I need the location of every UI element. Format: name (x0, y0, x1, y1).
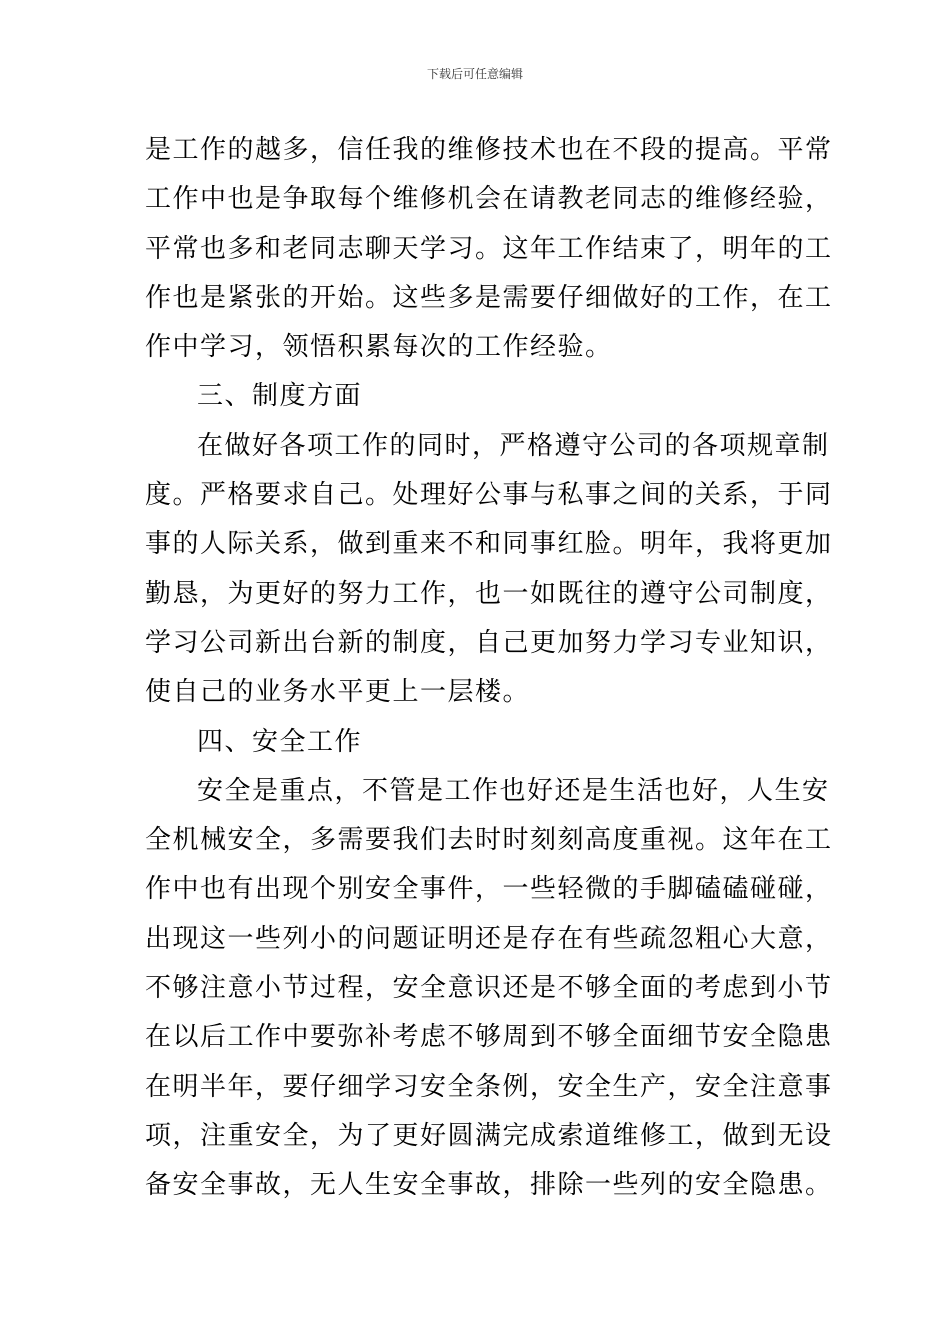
text-line: 工作中也是争取每个维修机会在请教老同志的维修经验， (145, 184, 833, 215)
section-heading-regulations: 三、制度方面 (197, 381, 363, 412)
text-line: 是工作的越多，信任我的维修技术也在不段的提高。平常 (145, 135, 833, 165)
text-line: 使自己的业务水平更上一层楼。 (145, 677, 531, 708)
text-line: 学习公司新出台新的制度，自己更加努力学习专业知识， (145, 627, 833, 658)
text-line: 在以后工作中要弥补考虑不够周到不够全面细节安全隐患 (145, 1022, 833, 1053)
text-line: 平常也多和老同志聊天学习。这年工作结束了，明年的工 (145, 233, 833, 264)
text-line: 全机械安全，多需要我们去时时刻刻高度重视。这年在工 (145, 825, 833, 856)
text-line: 度。严格要求自己。处理好公事与私事之间的关系，于同 (145, 480, 833, 511)
text-line: 在做好各项工作的同时，严格遵守公司的各项规章制 (197, 430, 830, 461)
document-body (145, 126, 833, 1211)
text-line: 作也是紧张的开始。这些多是需要仔细做好的工作，在工 (145, 282, 833, 313)
text-line: 出现这一些列小的问题证明还是存在有些疏忽粗心大意， (145, 923, 833, 954)
text-line: 备安全事故，无人生安全事故，排除一些列的安全隐患。 (145, 1170, 833, 1201)
text-line: 在明半年，要仔细学习安全条例，安全生产，安全注意事 (145, 1071, 833, 1102)
text-line: 作中也有出现个别安全事件，一些轻微的手脚磕磕碰碰， (145, 874, 833, 905)
page-header: 下载后可任意编辑 (426, 67, 523, 81)
section-heading-safety: 四、安全工作 (197, 726, 363, 757)
text-line: 作中学习，领悟积累每次的工作经验。 (145, 332, 613, 363)
text-line: 安全是重点，不管是工作也好还是生活也好，人生安 (197, 775, 830, 806)
text-line: 不够注意小节过程，安全意识还是不够全面的考虑到小节 (145, 973, 833, 1004)
text-line: 勤恳，为更好的努力工作，也一如既往的遵守公司制度， (145, 578, 833, 609)
text-line: 事的人际关系，做到重来不和同事红脸。明年，我将更加 (145, 529, 833, 560)
text-line: 项，注重安全，为了更好圆满完成索道维修工，做到无设 (145, 1120, 833, 1151)
